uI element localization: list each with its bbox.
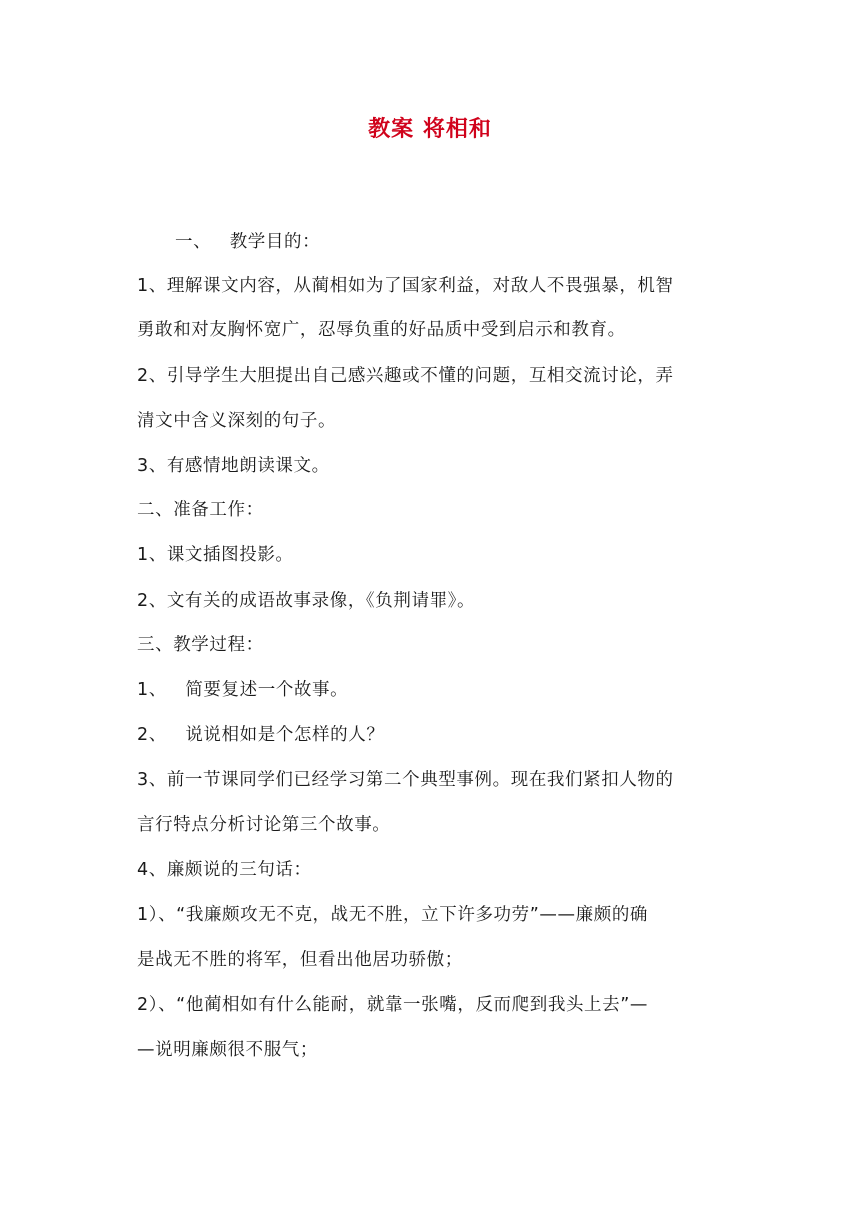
- paragraph-line: 3、有感情地朗读课文。: [137, 456, 330, 476]
- paragraph-line: 4、廉颇说的三句话：: [137, 860, 312, 880]
- paragraph-line: 言行特点分析讨论第三个故事。: [137, 815, 391, 835]
- section-heading-objectives: 一、 教学目的：: [175, 232, 321, 252]
- paragraph-line: —说明廉颇很不服气；: [137, 1040, 318, 1060]
- paragraph-line: 3、前一节课同学们已经学习第二个典型事例。现在我们紧扣人物的: [137, 770, 674, 790]
- paragraph-line: 2、引导学生大胆提出自己感兴趣或不懂的问题，互相交流讨论，弄: [137, 366, 674, 386]
- section-heading-preparation: 二、准备工作：: [137, 500, 264, 520]
- paragraph-line: 2、 说说相如是个怎样的人？: [137, 725, 385, 745]
- paragraph-line: 是战无不胜的将军，但看出他居功骄傲；: [137, 950, 463, 970]
- section-heading-process: 三、教学过程：: [137, 635, 264, 655]
- paragraph-line: 1）、“我廉颇攻无不克，战无不胜，立下许多功劳”——廉颇的确: [137, 905, 649, 925]
- paragraph-line: 1、理解课文内容，从蔺相如为了国家利益，对敌人不畏强暴，机智: [137, 276, 674, 296]
- paragraph-line: 1、 简要复述一个故事。: [137, 680, 349, 700]
- paragraph-line: 1、课文插图投影。: [137, 545, 294, 565]
- document-title: 教案 将相和: [368, 117, 492, 142]
- paragraph-line: 2）、“他蔺相如有什么能耐，就靠一张嘴，反而爬到我头上去”—: [137, 995, 649, 1015]
- paragraph-line: 勇敢和对友胸怀宽广，忍辱负重的好品质中受到启示和教育。: [137, 320, 626, 340]
- paragraph-line: 2、文有关的成语故事录像，《负荆请罪》。: [137, 591, 476, 611]
- paragraph-line: 清文中含义深刻的句子。: [137, 411, 337, 431]
